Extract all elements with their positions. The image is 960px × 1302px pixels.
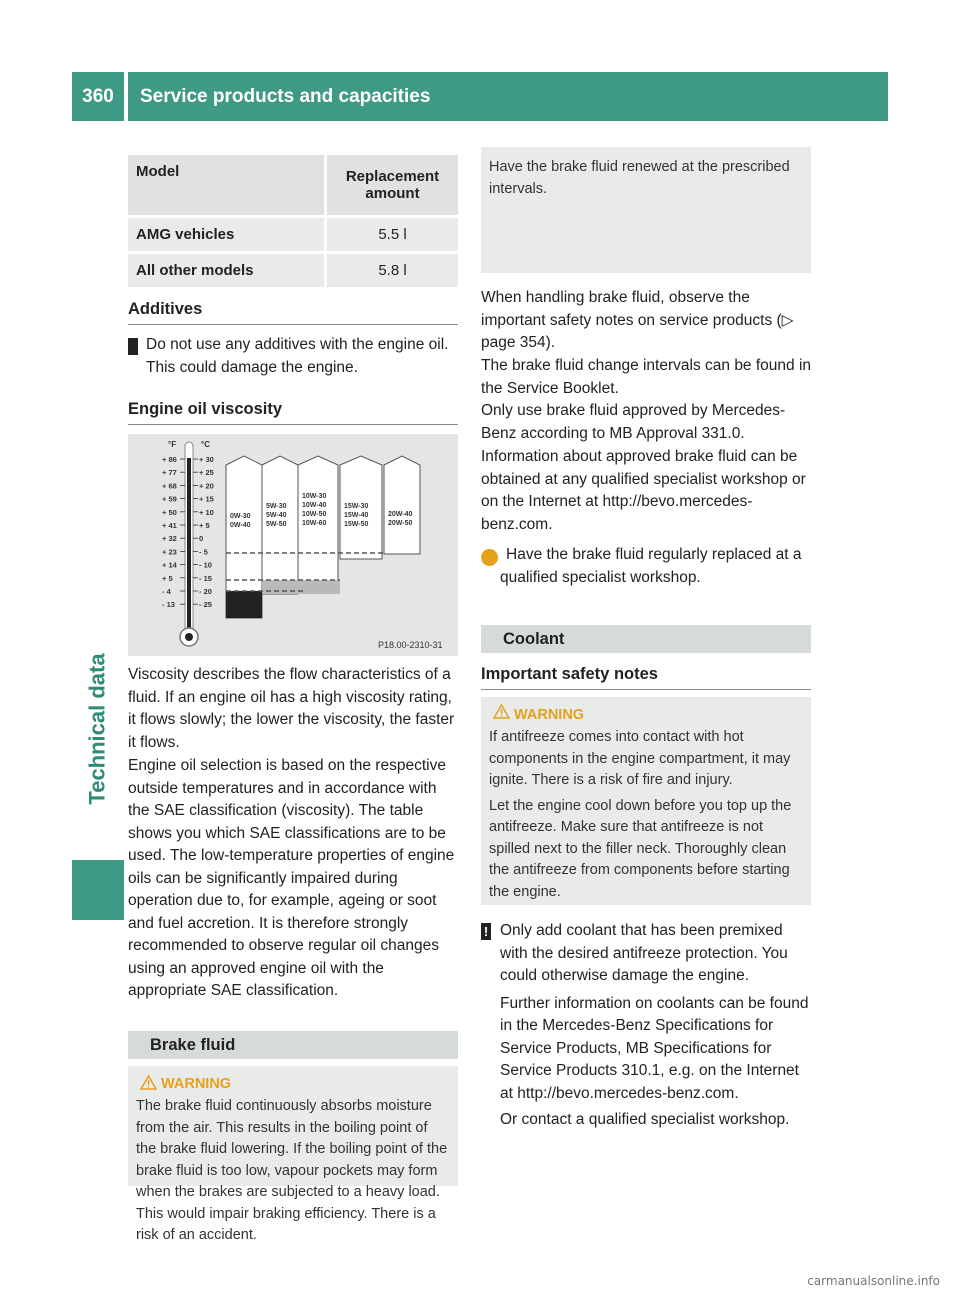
fahrenheit-label: °F xyxy=(168,440,177,449)
brake-info-text: Have the brake fluid regularly replaced at a qualified specialist workshop. xyxy=(500,546,802,586)
coolant-note-2: Further information on coolants can be found in the Mercedes-Benz Specifications for Service Products, MB Specifications for Service Products 310.1, e.g. on the Internet at http://bevo.mercedes-benz.com. xyxy=(500,994,809,1102)
viscosity-grade-column xyxy=(298,456,338,581)
divider xyxy=(128,324,458,325)
additives-note xyxy=(121,334,462,379)
row-amount: 5.5 l xyxy=(324,218,458,251)
fahrenheit-tick: + 59 xyxy=(162,494,177,504)
capacity-table xyxy=(128,152,458,290)
row-model: AMG vehicles xyxy=(128,218,324,251)
fahrenheit-tick: + 50 xyxy=(162,507,177,517)
viscosity-diagram xyxy=(128,434,458,656)
table-header-row xyxy=(128,155,458,215)
viscosity-grade-label: 5W-50 xyxy=(266,521,287,528)
brake-warning-text-1: The brake fluid continuously absorbs moisture from the air. This results in the boiling point of the brake fluid lowering. If the boiling point of the brake fluid is too low, vapour pockets may form when the brakes are subjected to a heavy load. This would impair braking efficiency. There is a risk of an accident. xyxy=(136,1098,448,1243)
watermark: carmanualsonline.info xyxy=(807,1274,940,1288)
celsius-tick: - 10 xyxy=(199,560,212,570)
info-icon: i xyxy=(481,549,498,566)
celsius-tick: 0 xyxy=(199,534,204,544)
viscosity-grade-column xyxy=(384,456,420,554)
table-row xyxy=(128,254,458,287)
side-tab-block xyxy=(72,860,124,920)
warning-triangle-icon xyxy=(493,704,510,719)
celsius-tick: - 5 xyxy=(199,547,208,557)
brake-para-1: When handling brake fluid, observe the important safety notes on service products (▷ page 354). xyxy=(481,289,794,351)
page-title: Service products and capacities xyxy=(128,72,888,121)
fahrenheit-tick: - 13 xyxy=(162,600,175,610)
row-model: All other models xyxy=(128,254,324,287)
viscosity-grade-label: 15W-30 xyxy=(344,503,369,510)
viscosity-grade-label: 20W-50 xyxy=(388,520,413,527)
coolant-warning-text-1: If antifreeze comes into contact with hot components in the engine compartment, it may ignite. There is a risk of fire and injury. xyxy=(489,729,791,788)
viscosity-para-2: Engine oil selection is based on the respective outside temperatures and in accordance with the SAE classification (viscosity). The table shows you which SAE classifications are to be used. The low-temperature properties of engine oils can be significantly impaired during operation due to, for example, ageing or soot and fuel accretion. It is therefore strongly recommended to observe regular oil changes using an approved engine oil with the appropriate SAE classification. xyxy=(128,757,455,999)
coolant-warning-text-2: Let the engine cool down before you top up the antifreeze. Make sure that antifreeze is not spilled next to the filler neck. Thoroughly clean the antifreeze from components before starting the engine. xyxy=(489,797,792,900)
brake-warning-box xyxy=(128,1066,458,1243)
page-number: 360 xyxy=(72,72,124,121)
celsius-tick: + 25 xyxy=(199,468,214,478)
viscosity-grade-label: 10W-60 xyxy=(302,520,327,527)
viscosity-grade-label: 15W-40 xyxy=(344,512,369,519)
coolant-note xyxy=(481,920,813,1132)
viscosity-grade-label: 0W-30 xyxy=(230,513,251,520)
celsius-tick: - 20 xyxy=(199,587,212,596)
brake-para-4: Information about approved brake fluid can be obtained at any qualified specialist workshop or on the Internet at http://bevo.mercedes-benz.com. xyxy=(481,448,806,533)
celsius-tick: + 5 xyxy=(199,521,210,530)
viscosity-grade-label: 5W-40 xyxy=(266,512,287,519)
coolant-note-3: Or contact a qualified specialist workshop. xyxy=(500,1111,790,1128)
fahrenheit-tick: + 41 xyxy=(162,521,177,530)
side-tab-label: Technical data xyxy=(85,653,111,805)
additives-note-text: Do not use any additives with the engine oil. This could damage the engine. xyxy=(146,336,449,376)
brake-para-3: Only use brake fluid approved by Mercedes-Benz according to MB Approval 331.0. xyxy=(481,402,786,442)
divider xyxy=(481,689,811,690)
table-row xyxy=(128,218,458,251)
figure-ref: P18.00-2310-31 xyxy=(378,640,443,650)
celsius-tick: + 15 xyxy=(199,494,214,504)
viscosity-figure xyxy=(128,434,458,656)
fahrenheit-tick: + 77 xyxy=(162,468,177,478)
viscosity-heading: Engine oil viscosity xyxy=(128,400,283,418)
fahrenheit-tick: + 86 xyxy=(162,455,177,464)
col-model-header: Model xyxy=(128,155,324,215)
warning-title: WARNING xyxy=(161,1076,232,1092)
additives-heading: Additives xyxy=(128,300,203,318)
celsius-tick: - 25 xyxy=(199,600,212,610)
celsius-tick: + 30 xyxy=(199,455,214,464)
fahrenheit-tick: + 23 xyxy=(162,547,177,557)
fahrenheit-tick: + 5 xyxy=(162,573,173,583)
celsius-tick: + 20 xyxy=(199,481,214,491)
viscosity-grade-label: 10W-30 xyxy=(302,493,327,500)
brake-warning-box-continued xyxy=(481,147,811,273)
col-amount-header: Replacement amount xyxy=(324,155,458,215)
coolant-warning-box xyxy=(481,697,811,905)
viscosity-grade-label: 5W-30 xyxy=(266,503,287,510)
coolant-subheading: Important safety notes xyxy=(481,665,658,683)
divider xyxy=(128,424,458,425)
brake-info-note xyxy=(477,544,813,589)
viscosity-grade-label: 15W-50 xyxy=(344,521,369,528)
caution-icon: ! xyxy=(128,338,138,355)
brake-warning-text-2: Have the brake fluid renewed at the prescribed intervals. xyxy=(489,159,790,197)
fahrenheit-tick: + 14 xyxy=(162,560,177,570)
row-amount: 5.8 l xyxy=(324,254,458,287)
fahrenheit-tick: - 4 xyxy=(162,587,171,596)
caution-icon: ! xyxy=(481,923,491,940)
viscosity-grade-label: 10W-50 xyxy=(302,511,327,518)
coolant-heading: Coolant xyxy=(481,625,811,653)
transition-band xyxy=(262,580,340,594)
fahrenheit-tick: + 32 xyxy=(162,534,177,544)
coolant-note-1: Only add coolant that has been premixed with the desired antifreeze protection. You could otherwise damage the engine. xyxy=(500,922,788,984)
side-tab xyxy=(72,600,124,858)
brake-para-2: The brake fluid change intervals can be found in the Service Booklet. xyxy=(481,357,812,397)
celsius-tick: + 10 xyxy=(199,507,214,517)
viscosity-grade-label: 10W-40 xyxy=(302,502,327,509)
celsius-label: °C xyxy=(201,440,210,449)
viscosity-para-1: Viscosity describes the flow characteristics of a fluid. If an engine oil has a high viscosity rating, it flows slowly; the lower the viscosity, the faster it flows. xyxy=(128,666,455,751)
viscosity-grade-label: 0W-40 xyxy=(230,522,251,529)
brake-fluid-heading: Brake fluid xyxy=(128,1031,458,1059)
fahrenheit-tick: + 68 xyxy=(162,481,177,491)
celsius-tick: - 15 xyxy=(199,573,212,583)
warning-title: WARNING xyxy=(514,707,585,723)
low-temperature-band xyxy=(226,591,262,618)
warning-triangle-icon xyxy=(140,1075,157,1090)
viscosity-grade-label: 20W-40 xyxy=(388,511,413,518)
